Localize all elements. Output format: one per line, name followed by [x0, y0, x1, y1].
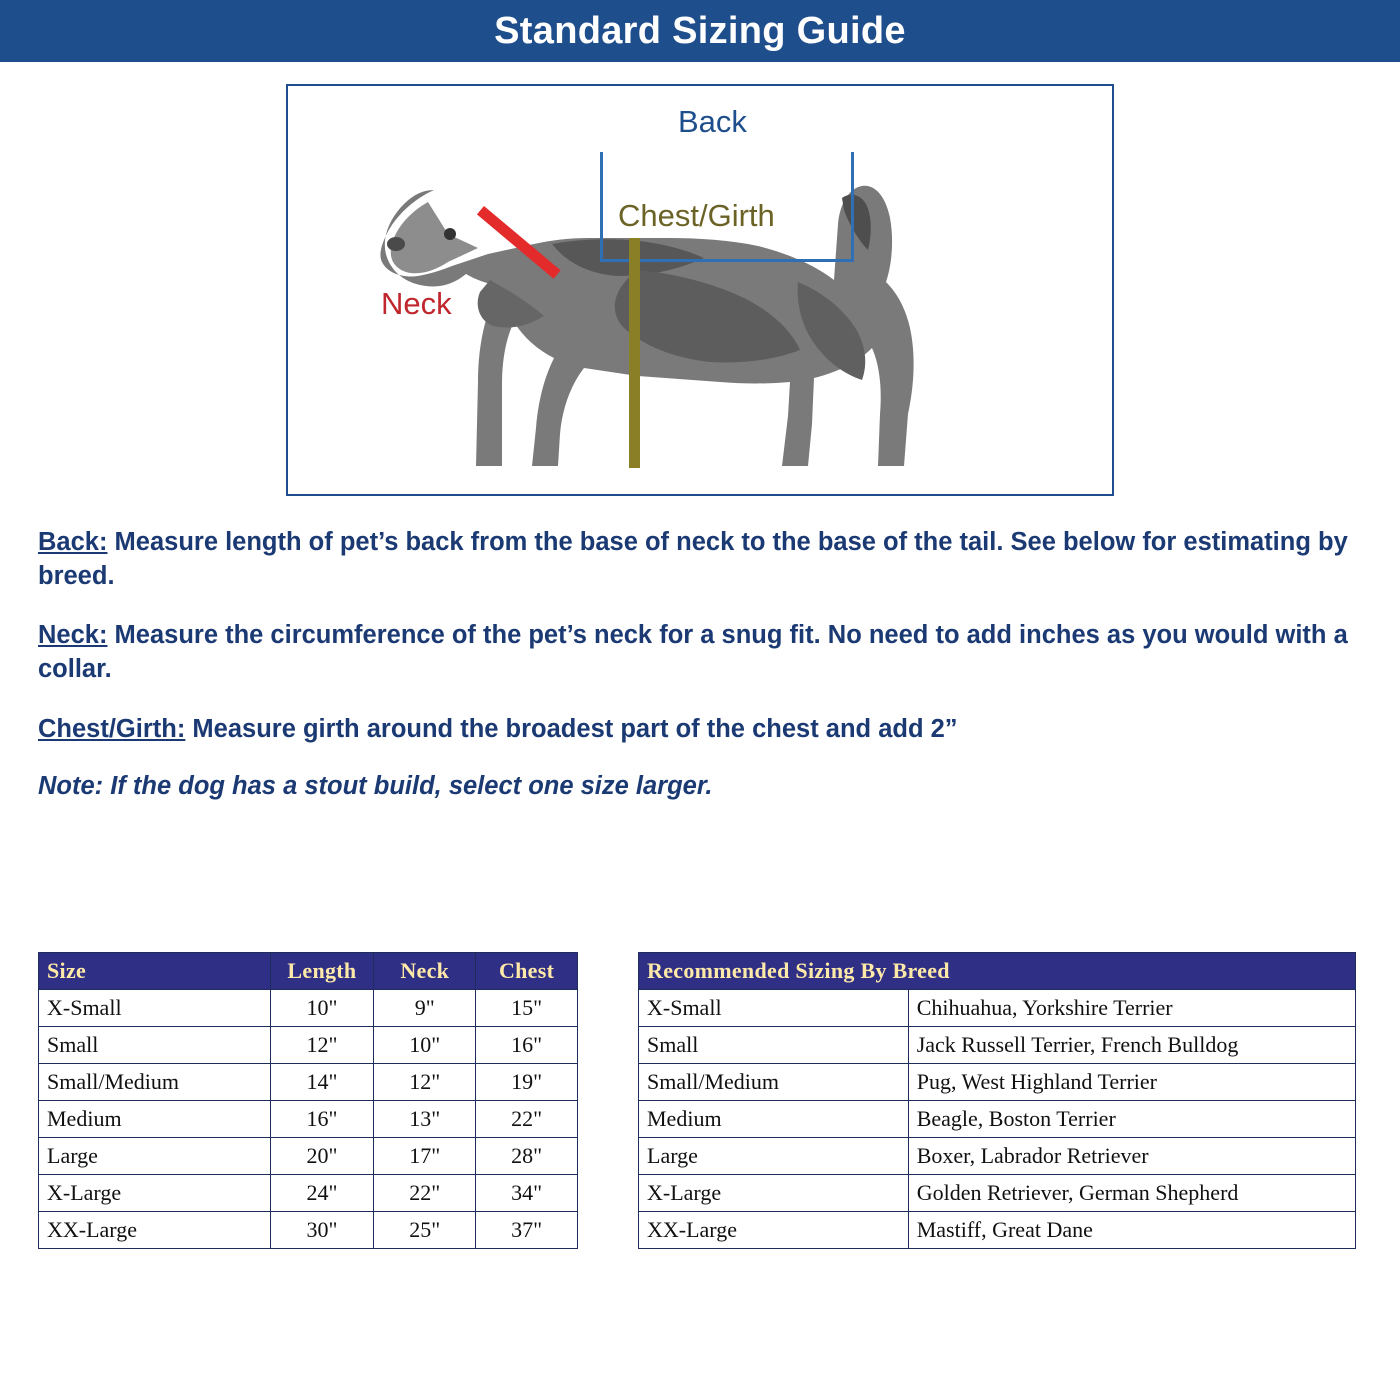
size-cell-chest: 22": [476, 1101, 578, 1138]
breed-table-header: Recommended Sizing By Breed: [639, 953, 1356, 990]
table-row: [639, 990, 1356, 1027]
instruction-neck-term: Neck:: [38, 621, 108, 650]
size-table-header-chest: Chest: [476, 953, 578, 990]
label-chest: Chest/Girth: [618, 198, 775, 233]
size-table-header-size: Size: [39, 953, 271, 990]
size-cell-size: Large: [39, 1138, 271, 1175]
breed-cell-size: Large: [639, 1138, 909, 1175]
size-cell-length: 14": [270, 1064, 374, 1101]
chest-measurement-bar: [629, 238, 640, 468]
breed-cell-size: X-Small: [639, 990, 909, 1027]
table-row: [39, 1212, 578, 1249]
size-cell-neck: 13": [374, 1101, 476, 1138]
instructions-block: [38, 526, 1358, 801]
instruction-neck-text: Measure the circumference of the pet’s neck for a snug fit. No need to add inches as you would with a collar.: [38, 621, 1348, 684]
size-cell-size: X-Large: [39, 1175, 271, 1212]
label-back: Back: [678, 104, 747, 139]
table-row: [639, 1027, 1356, 1064]
size-cell-length: 30": [270, 1212, 374, 1249]
table-row: [639, 1101, 1356, 1138]
size-table-header-length: Length: [270, 953, 374, 990]
size-cell-size: Small: [39, 1027, 271, 1064]
size-cell-neck: 12": [374, 1064, 476, 1101]
table-row: [39, 1064, 578, 1101]
instruction-chest: [38, 713, 1358, 747]
stout-build-note: Note: If the dog has a stout build, select one size larger.: [38, 772, 713, 801]
breed-cell-size: X-Large: [639, 1175, 909, 1212]
table-row: [639, 1212, 1356, 1249]
size-cell-neck: 9": [374, 990, 476, 1027]
breed-cell-breeds: Beagle, Boston Terrier: [908, 1101, 1355, 1138]
size-table-header-neck: Neck: [374, 953, 476, 990]
size-cell-length: 10": [270, 990, 374, 1027]
table-row: [39, 990, 578, 1027]
size-cell-chest: 19": [476, 1064, 578, 1101]
table-row: [39, 1175, 578, 1212]
size-cell-neck: 25": [374, 1212, 476, 1249]
size-cell-size: Small/Medium: [39, 1064, 271, 1101]
table-row: [39, 1027, 578, 1064]
table-row: [39, 1101, 578, 1138]
instruction-back-text: Measure length of pet’s back from the base of neck to the base of the tail. See below for estimating by breed.: [38, 528, 1348, 590]
size-measurement-table: [38, 952, 578, 1249]
table-row: [639, 1175, 1356, 1212]
table-row: [39, 1138, 578, 1175]
instruction-back-term: Back:: [38, 528, 108, 556]
breed-cell-breeds: Golden Retriever, German Shepherd: [908, 1175, 1355, 1212]
size-cell-size: Medium: [39, 1101, 271, 1138]
size-cell-size: XX-Large: [39, 1212, 271, 1249]
size-cell-length: 20": [270, 1138, 374, 1175]
size-cell-chest: 16": [476, 1027, 578, 1064]
breed-cell-size: XX-Large: [639, 1212, 909, 1249]
breed-table-header-row: [639, 953, 1356, 990]
breed-cell-breeds: Mastiff, Great Dane: [908, 1212, 1355, 1249]
breed-cell-size: Small: [639, 1027, 909, 1064]
table-row: [639, 1138, 1356, 1175]
size-cell-size: X-Small: [39, 990, 271, 1027]
breed-cell-breeds: Pug, West Highland Terrier: [908, 1064, 1355, 1101]
size-cell-length: 24": [270, 1175, 374, 1212]
size-cell-chest: 34": [476, 1175, 578, 1212]
instruction-neck: [38, 619, 1358, 687]
breed-cell-breeds: Boxer, Labrador Retriever: [908, 1138, 1355, 1175]
tables-row: [38, 952, 1368, 1249]
instruction-back: [38, 526, 1358, 594]
size-cell-length: 16": [270, 1101, 374, 1138]
size-cell-neck: 10": [374, 1027, 476, 1064]
table-row: [639, 1064, 1356, 1101]
size-cell-neck: 17": [374, 1138, 476, 1175]
measurement-diagram: [286, 84, 1114, 496]
breed-cell-breeds: Chihuahua, Yorkshire Terrier: [908, 990, 1355, 1027]
size-cell-chest: 15": [476, 990, 578, 1027]
breed-cell-size: Medium: [639, 1101, 909, 1138]
size-cell-length: 12": [270, 1027, 374, 1064]
size-table-header-row: [39, 953, 578, 990]
size-cell-chest: 37": [476, 1212, 578, 1249]
size-cell-chest: 28": [476, 1138, 578, 1175]
instruction-chest-text: Measure girth around the broadest part of the chest and add 2”: [185, 714, 958, 743]
instruction-chest-term: Chest/Girth:: [38, 714, 186, 743]
breed-cell-breeds: Jack Russell Terrier, French Bulldog: [908, 1027, 1355, 1064]
label-neck: Neck: [381, 286, 452, 321]
breed-cell-size: Small/Medium: [639, 1064, 909, 1101]
breed-recommendation-table: [638, 952, 1356, 1249]
size-cell-neck: 22": [374, 1175, 476, 1212]
page-title: Standard Sizing Guide: [0, 0, 1400, 62]
